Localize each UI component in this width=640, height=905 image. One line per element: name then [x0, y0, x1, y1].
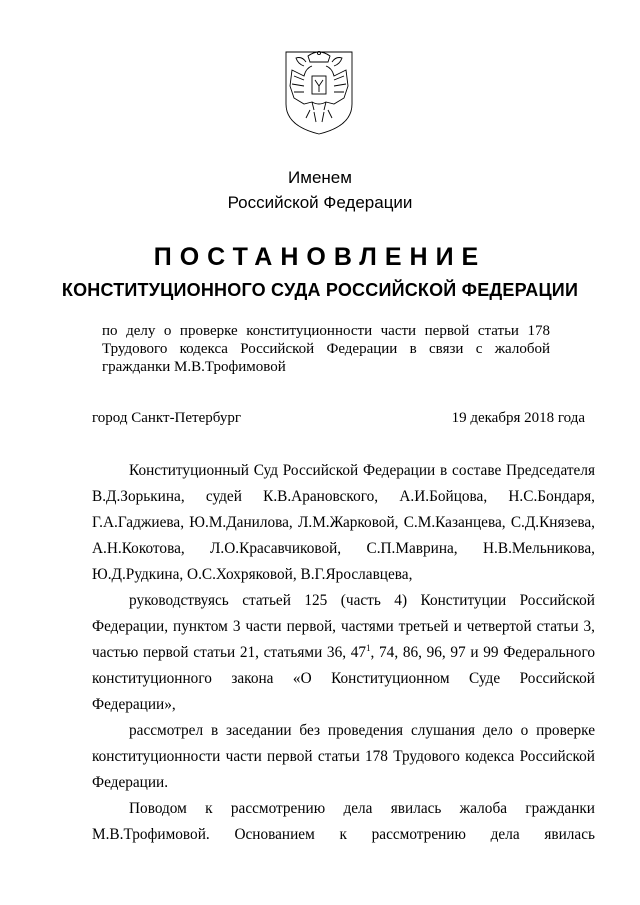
body-line: конституционного закона «О Конституционном Суде Российской — [92, 670, 595, 687]
body-line: Г.А.Гаджиева, Ю.М.Данилова, Л.М.Жарковой, С.М.Казанцева, С.Д.Князева, — [92, 514, 595, 531]
in-the-name-line: Именем — [288, 168, 352, 187]
date-label: 19 декабря 2018 года — [451, 410, 585, 426]
case-subject — [102, 322, 550, 376]
case-subject-line: Трудового кодекса Российской Федерации в связи с жалобой — [102, 341, 550, 357]
body-line: Поводом к рассмотрению дела явилась жалоба гражданки — [129, 800, 595, 817]
body-line: А.Н.Кокотова, Л.О.Красавчиковой, С.П.Маврина, Н.В.Мельникова, — [92, 540, 595, 557]
body-line: руководствуясь статьей 125 (часть 4) Конституции Российской — [129, 592, 595, 609]
coat-of-arms-emblem — [282, 46, 356, 136]
body-line: Ю.Д.Рудкина, О.С.Хохряковой, В.Г.Ярославцева, — [92, 566, 413, 583]
body-line-part: частью первой статьи 21, статьями 36, 47 — [92, 644, 367, 661]
document-title: ПОСТАНОВЛЕНИЕ — [153, 243, 487, 271]
body-line-part: , 74, 86, 96, 97 и 99 Федерального — [370, 644, 595, 661]
article-superscript: 1 — [366, 642, 371, 653]
body-line: В.Д.Зорькина, судей К.В.Арановского, А.И.Бойцова, Н.С.Бондаря, — [92, 488, 595, 505]
body-line: Федерации. — [92, 774, 169, 791]
body-line: Федерации, пунктом 3 части первой, частями третьей и четвертой статьи 3, — [92, 618, 595, 635]
case-subject-line: по делу о проверке конституционности части первой статьи 178 — [102, 323, 550, 339]
body-line: Федерации», — [92, 696, 176, 713]
document-body — [92, 458, 595, 848]
russian-federation-line: Российской Федерации — [227, 193, 413, 212]
body-line: М.В.Трофимовой. Основанием к рассмотрению дела явилась — [92, 826, 595, 843]
document-subtitle: КОНСТИТУЦИОННОГО СУДА РОССИЙСКОЙ ФЕДЕРАЦИИ — [61, 280, 579, 300]
body-line: Конституционный Суд Российской Федерации в составе Председателя — [129, 462, 595, 479]
body-line: конституционности части первой статьи 178 Трудового кодекса Российской — [92, 748, 595, 765]
body-line — [92, 640, 595, 666]
case-subject-line: гражданки М.В.Трофимовой — [102, 359, 286, 375]
city-label: город Санкт-Петербург — [92, 410, 241, 426]
body-line: рассмотрел в заседании без проведения слушания дело о проверке — [129, 722, 595, 739]
